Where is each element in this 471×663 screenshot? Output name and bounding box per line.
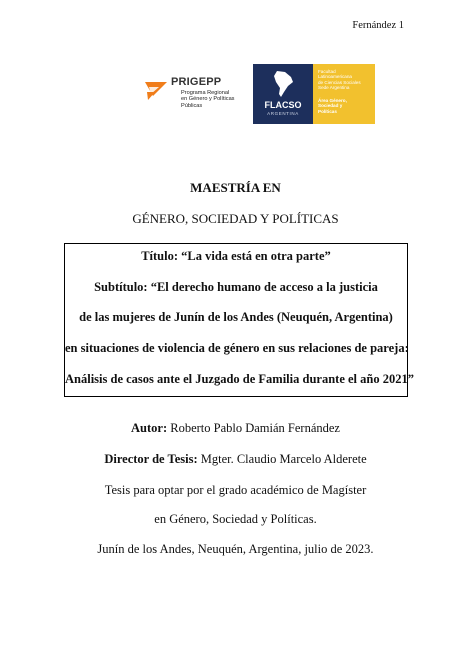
flacso-map-icon: [271, 70, 295, 98]
thesis-title-box: [64, 243, 414, 397]
prigepp-logo: [145, 76, 245, 116]
thesis-subtitle-line1: Subtítulo: “El derecho humano de acceso a la justicia: [94, 280, 378, 294]
director-label: Director de Tesis:: [104, 452, 198, 466]
prigepp-logo-icon: [145, 78, 171, 104]
author-line: [0, 421, 471, 436]
thesis-subtitle-line4: Análisis de casos ante el Juzgado de Familia durante el año 2021”: [65, 372, 414, 386]
program-title-line1: MAESTRÍA EN: [190, 180, 281, 195]
director-name: Mgter. Claudio Marcelo Alderete: [197, 452, 367, 466]
flacso-faculty-panel: [313, 64, 375, 124]
prigepp-subtitle: Programa Regional en Género y Políticas Públicas: [181, 90, 235, 109]
flacso-name: FLACSO: [264, 100, 302, 110]
program-title-line2: GÉNERO, SOCIEDAD Y POLÍTICAS: [132, 211, 339, 226]
page-header: Fernández 1: [352, 20, 404, 31]
place-date: Junín de los Andes, Neuquén, Argentina, julio de 2023.: [97, 542, 374, 556]
director-line: [0, 452, 471, 467]
thesis-subtitle-line3: en situaciones de violencia de género en sus relaciones de pareja:: [65, 341, 409, 355]
flacso-area-text: Área Género, Sociedad y Políticas: [318, 98, 347, 114]
prigepp-name: PRIGEPP: [171, 76, 222, 88]
flacso-country: ARGENTINA: [267, 111, 299, 116]
flacso-logo: [253, 64, 313, 124]
flacso-faculty-text: Facultad Latinoamericana de Ciencias Sociales Sede Argentina: [318, 69, 361, 91]
thesis-subtitle-line2: de las mujeres de Junín de los Andes (Neuquén, Argentina): [79, 310, 393, 324]
degree-line1: Tesis para optar por el grado académico de Magíster: [104, 483, 367, 497]
degree-line2: en Género, Sociedad y Políticas.: [154, 512, 317, 526]
author-name: Roberto Pablo Damián Fernández: [167, 421, 340, 435]
thesis-title: Título: “La vida está en otra parte”: [141, 249, 331, 263]
institution-logos: [145, 64, 375, 124]
author-label: Autor:: [131, 421, 168, 435]
